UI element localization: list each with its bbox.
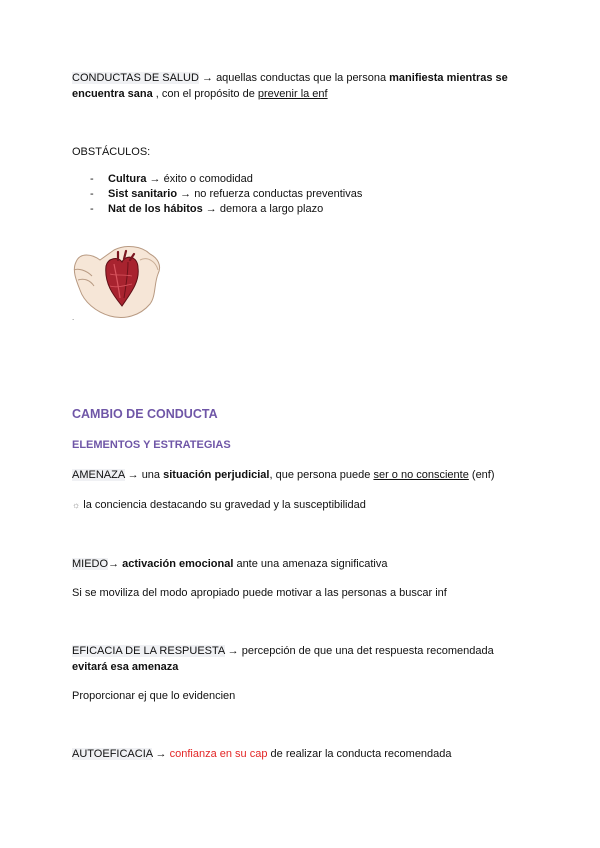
item-term: Sist sanitario	[108, 188, 178, 200]
text: , con el propósito de	[152, 88, 258, 100]
text: percepción de que una det respuesta recomendada	[241, 645, 494, 657]
autoeficacia-paragraph	[72, 746, 532, 762]
list-item	[88, 202, 362, 217]
text: → una	[124, 469, 164, 481]
amenaza-term: AMENAZA	[72, 469, 125, 481]
emphasis: manifiesta mientras se encuentra sana	[72, 72, 508, 100]
eficacia-note: Proporcionar ej que lo evidencien	[72, 690, 236, 702]
list-item	[88, 187, 362, 202]
conductas-term: CONDUCTAS DE SALUD	[72, 72, 199, 84]
arrow: →	[198, 72, 217, 84]
text: →	[224, 645, 242, 657]
obstaculos-heading: OBSTÁCULOS:	[72, 146, 151, 158]
red-emphasis: confianza en su cap	[169, 748, 268, 760]
eficacia-paragraph	[72, 643, 532, 675]
text: →	[152, 748, 170, 760]
miedo-note: Si se moviliza del modo apropiado puede motivar a las personas a buscar inf	[72, 587, 447, 599]
heart-in-hand-icon	[70, 240, 170, 320]
emphasis: activación emocional	[122, 558, 234, 570]
item-text: → demora a largo plazo	[202, 203, 324, 215]
text: la conciencia destacando su gravedad y la susceptibilidad	[80, 499, 366, 511]
amenaza-paragraph	[72, 467, 532, 483]
miedo-paragraph	[72, 556, 532, 572]
emphasis: situación perjudicial	[163, 469, 270, 481]
item-text: → no refuerza conductas preventivas	[177, 188, 363, 200]
text: ante una amenaza significativa	[233, 558, 388, 570]
miedo-term: MIEDO	[72, 558, 109, 570]
underlined-text: prevenir la enf	[257, 88, 328, 100]
obstaculos-list	[88, 172, 362, 217]
autoeficacia-term: AUTOEFICACIA	[72, 748, 153, 760]
item-term: Nat de los hábitos	[108, 203, 203, 215]
eficacia-term: EFICACIA DE LA RESPUESTA	[72, 645, 225, 657]
item-term: Cultura	[108, 173, 147, 185]
amenaza-note	[72, 497, 532, 513]
section-subtitle: ELEMENTOS Y ESTRATEGIAS	[72, 439, 231, 451]
underlined-text: ser o no consciente	[373, 469, 469, 481]
section-title: CAMBIO DE CONDUCTA	[72, 407, 218, 421]
text: de realizar la conducta recomendada	[267, 748, 452, 760]
text: →	[108, 558, 123, 570]
sun-bullet-icon: ☼	[72, 500, 81, 510]
text: (enf)	[468, 469, 495, 481]
conductas-paragraph	[72, 70, 532, 102]
list-item	[88, 172, 362, 187]
item-text: → éxito o comodidad	[146, 173, 253, 185]
emphasis: evitará esa amenaza	[72, 661, 179, 673]
illustration-caption: .	[72, 313, 75, 322]
text: aquellas conductas que la persona	[216, 72, 390, 84]
text: , que persona puede	[269, 469, 374, 481]
